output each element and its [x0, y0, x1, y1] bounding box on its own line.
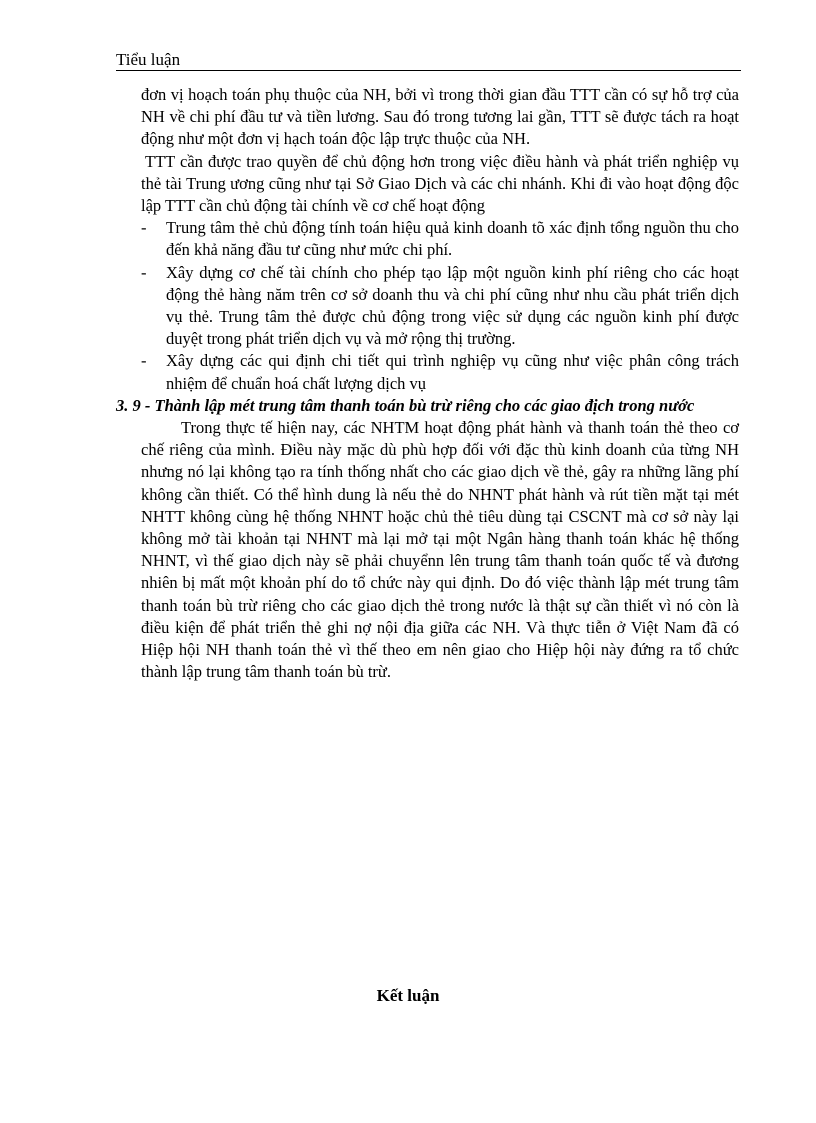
paragraph-1: đơn vị hoạch toán phụ thuộc của NH, bởi vì trong thời gian đầu TTT cần có sự hỗ trợ của NH về chi phí đầu tư và tiền lương. Sau đó trong tương lai gần, TTT sẽ được tách ra hoạt động như một đơn vị hạch toán độc lập trực thuộc của NH. [141, 85, 739, 149]
section-heading: 3. 9 - Thành lập mét trung tâm thanh toán bù trừ riêng cho các giao địch trong nước [116, 395, 695, 415]
paragraph-2: TTT cần được trao quyền để chủ động hơn trong việc điều hành và phát triển nghiệp vụ thẻ tài Trung ương cũng như tại Sở Giao Dịch và các chi nhánh. Khi đi vào hoạt động độc lập TTT cần chủ động tài chính về cơ chế hoạt động [141, 151, 739, 216]
document-body [116, 84, 739, 683]
conclusion-heading: Kết luận [376, 986, 440, 1005]
list-item [141, 350, 739, 394]
paragraph-3: Trong thực tế hiện nay, các NHTM hoạt động phát hành và thanh toán thẻ theo cơ chế riêng của mình. Điều này mặc dù phù hợp đối với đặc thù kinh doanh của từng NH nhưng nó lại không tạo ra tính thống nhất cho các giao dịch về thẻ, gây ra những lãng phí không cần thiết. Có thể hình dung là nếu thẻ do NHNT phát hành và rút tiền mặt tại mét NHTT không cùng hệ thống NHNT hoặc chủ thẻ tiêu dùng tại CSCNT mà cơ sở này lại không mở tài khoản tại NHNT mà lại mở tại một Ngân hàng thanh toán khác hệ thống NHNT, vì thế giao dịch này sẽ phải chuyểnn lên trung tâm thanh toán quốc tế và đương nhiên bị mất một khoản phí do tổ chức này qui định. Do đó việc thành lập mét trung tâm thanh toán bù trừ riêng cho các giao dịch thẻ trong nước là thật sự cần thiết vì nó còn là điều kiện để phát triển thẻ ghi nợ nội địa giữa các NH. Và thực tiễn ở Việt Nam đã có Hiệp hội NH thanh toán thẻ vì thế theo em nên giao cho Hiệp hội này đứng ra tổ chức thành lập trung tâm thanh toán bù trừ. [141, 418, 739, 682]
list-item-text: Trung tâm thẻ chủ động tính toán hiệu quả kinh doanh tõ xác định tổng nguồn thu cho đến khả năng đầu tư cũng như mức chi phí. [166, 218, 739, 260]
dash-bullet: - [141, 351, 147, 371]
list-item [141, 262, 739, 351]
list-item-text: Xây dựng các qui định chi tiết qui trình nghiệp vụ cũng như việc phân công trách nhiệm để chuẩn hoá chất lượng dịch vụ [166, 351, 739, 393]
page-header-title: Tiểu luận [116, 50, 181, 69]
list-item [141, 217, 739, 261]
list-item-text: Xây dựng cơ chế tài chính cho phép tạo lập một nguồn kinh phí riêng cho các hoạt động thẻ hàng năm trên cơ sở doanh thu và chi phí cũng như nhu cầu phát triển dịch vụ thẻ. Trung tâm thẻ được chủ động trong việc sử dụng các nguồn kinh phí được duyệt trong phát triển dịch vụ và mở rộng thị trường. [166, 262, 739, 349]
header-divider [116, 70, 741, 71]
dash-bullet: - [141, 262, 147, 282]
dash-bullet: - [141, 218, 147, 238]
bullet-list [141, 217, 739, 395]
